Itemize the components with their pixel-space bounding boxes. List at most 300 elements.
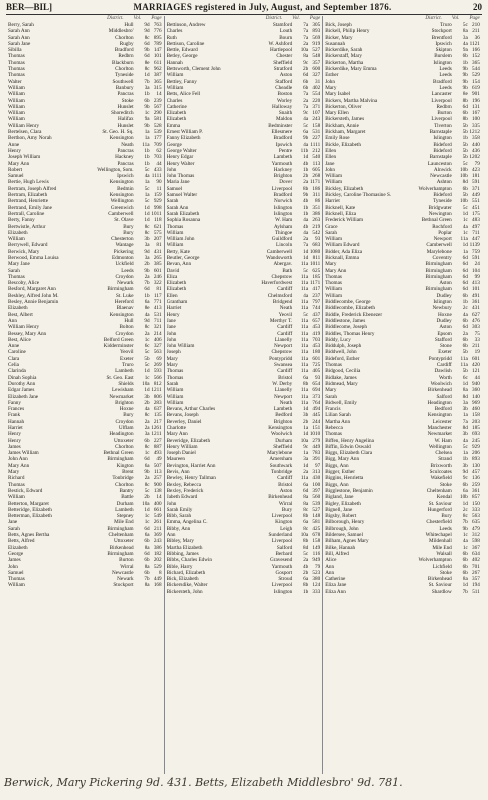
entry-volume: 2b	[144, 494, 150, 501]
entry-volume: 9b	[144, 469, 150, 476]
entry-name: Bideford, Esther	[325, 355, 360, 362]
entry-name: George Walter	[166, 147, 197, 154]
entry-name: Dinah Sophia	[8, 374, 37, 381]
entry-name: Catherine	[166, 103, 187, 110]
entry-page: 605	[312, 166, 321, 173]
entry-name: Anne	[8, 141, 20, 148]
entry-volume: 8b	[303, 380, 309, 387]
entry-district: Chesterton	[111, 236, 134, 243]
entry-volume: 2a	[144, 475, 150, 482]
entry-name: Berthon, Amy Norah	[8, 135, 52, 142]
entry-page: 36	[474, 34, 480, 41]
entry-page: 413	[472, 280, 480, 287]
entry-page: 261	[153, 519, 162, 526]
entry-district: Blackburn	[111, 59, 134, 66]
entry-volume: 9b	[462, 78, 468, 85]
entry-name: Catherine	[325, 576, 346, 583]
entry-name: John William	[166, 343, 195, 350]
entry-name: Bignell, Jane	[325, 506, 353, 513]
entry-district: Alnwick	[433, 166, 452, 173]
entry-page: 634	[472, 550, 480, 557]
entry-page: 244	[312, 418, 321, 425]
entry-volume: 11a	[300, 261, 309, 268]
entry-page: 220	[312, 97, 321, 104]
entry-page: 79	[315, 563, 321, 570]
entry-name: Bevis, Ann	[166, 469, 190, 476]
entry-district: Headington	[109, 431, 134, 438]
entry-district: Bideford	[433, 192, 452, 199]
entry-page: 243	[153, 538, 162, 545]
entry-district: Bath	[282, 267, 293, 274]
entry-volume: 3a	[144, 84, 150, 91]
entry-district: Croydon	[115, 330, 134, 337]
entry-name: Charlotte	[166, 425, 186, 431]
entry-page: 365	[472, 59, 480, 66]
entry-page: 385	[153, 261, 162, 268]
entry-district: Pancras	[117, 160, 134, 167]
entry-name: Biddle, Frederick Ebenezer	[325, 311, 383, 318]
entry-page: 857	[472, 494, 480, 501]
entry-name: Bevans, Joseph	[166, 412, 199, 419]
entry-volume: 2b	[303, 418, 309, 425]
entry-district: Bideford	[433, 147, 452, 154]
entry-page: 214	[153, 330, 162, 337]
entry-volume: 6b	[144, 538, 150, 545]
entry-district: Truro	[121, 362, 134, 369]
entry-name: Biddlecombe, Elizabeth	[325, 305, 376, 312]
entry-volume: 7a	[462, 418, 468, 425]
entry-district: Birkenhead	[268, 494, 293, 501]
entry-name: Sarah Ann	[8, 34, 30, 41]
entry-name: Thomas	[8, 481, 25, 488]
entry-district: Islington	[433, 135, 452, 142]
entry-district: Skipton	[435, 47, 452, 54]
entry-name: Besford, Margaret Ann	[8, 286, 56, 293]
entry-district: St. Olave	[114, 217, 134, 224]
entry-volume: 1b	[144, 160, 150, 167]
entry-name: Betteridge, Elizabeth	[8, 506, 52, 513]
entry-page: 357	[312, 59, 321, 66]
entry-page: 321	[153, 324, 162, 331]
entry-volume: 8a	[462, 576, 468, 583]
entry-district: Barnstaple	[429, 154, 452, 161]
entry-volume: 8c	[303, 506, 309, 513]
entry-page: 180	[312, 349, 321, 356]
entry-page: 581	[153, 116, 162, 123]
entry-name: William Henry	[8, 324, 40, 331]
entry-volume: 1a	[462, 450, 468, 457]
entry-page: 560	[312, 494, 321, 501]
entry-district: Newport	[274, 393, 293, 400]
entry-page: 548	[312, 53, 321, 60]
entry-volume: 6a	[303, 576, 309, 583]
entry-name: Berty, Fanny	[8, 217, 35, 224]
entry-volume: 6d	[462, 273, 468, 280]
entry-name: Emily Rose	[325, 135, 350, 142]
entry-page: 895	[153, 34, 162, 41]
entry-name: Bigsby, Robert	[325, 513, 357, 520]
entry-name: John Thomas	[166, 173, 195, 180]
entry-district: Liverpool	[271, 185, 293, 192]
entry-volume: 6d	[462, 267, 468, 274]
entry-district: Bantry	[119, 487, 134, 494]
entry-page: 357	[472, 576, 480, 583]
entry-page: 1171	[310, 280, 321, 287]
entry-volume: 3a	[462, 399, 468, 406]
entry-district: Middlesbro'	[108, 28, 134, 35]
entry-name: Hannah	[166, 59, 183, 66]
entry-district: Sunderland	[268, 532, 293, 539]
entry-name: William	[8, 494, 25, 501]
entry-district: Leeds	[121, 267, 134, 274]
entry-district: Strand	[438, 456, 452, 463]
entry-volume: 2a	[303, 179, 309, 186]
entry-name: Joseph	[166, 349, 181, 356]
entry-volume: 1d	[303, 254, 309, 261]
entry-page: 1011	[151, 210, 162, 217]
entry-district: Truro	[440, 22, 452, 28]
entry-page: 451	[472, 204, 480, 211]
entry-volume: 8b	[303, 185, 309, 192]
entry-volume: 8c	[144, 223, 150, 230]
entry-name: William	[8, 103, 25, 110]
entry-district: Shoreditch	[111, 110, 134, 117]
entry-name: Mary Ann	[166, 431, 188, 438]
entry-page: 402	[312, 84, 321, 91]
entry-volume: 5b	[462, 154, 468, 161]
entry-volume: 11a	[460, 355, 468, 362]
entry-volume: 3a	[303, 456, 309, 463]
entry-page: 929	[472, 443, 480, 450]
entry-district: Neath	[279, 305, 293, 312]
entry-name: Elizabeth	[8, 305, 28, 312]
entry-page: 621	[153, 223, 162, 230]
entry-volume: 4a	[462, 538, 468, 545]
entry-name: Henry William	[166, 443, 198, 450]
entry-page: 449	[312, 443, 321, 450]
entry-volume: 5b	[462, 368, 468, 375]
entry-name: Bickersteth, John	[166, 588, 203, 595]
entry-page: 152	[472, 53, 480, 60]
entry-district: Stroud	[278, 576, 293, 583]
entry-district: Battle	[121, 494, 134, 501]
entry-volume: 11a	[300, 387, 309, 394]
entry-district: Manchester	[427, 425, 452, 431]
entry-name: Bigland, Jane	[325, 494, 354, 501]
page-number: 20	[472, 2, 482, 12]
entry-page: 940	[472, 380, 480, 387]
entry-page: 202	[153, 557, 162, 564]
entry-volume: 2b	[144, 261, 150, 268]
entry-name: Bescoby, Alice	[8, 280, 40, 287]
page-heading: Page	[469, 16, 480, 21]
entry-name: George	[8, 550, 24, 557]
entry-name: Bidder, Ada Eliza	[325, 248, 363, 255]
entry-volume: 5c	[303, 550, 309, 557]
entry-name: Bill, Alfred	[325, 550, 349, 557]
entry-volume: 1d	[144, 368, 150, 375]
vol-heading: Vol.	[292, 16, 300, 21]
entry-name: Bettinson, Andrew	[166, 22, 206, 28]
entry-name: Bibbing, James	[166, 550, 199, 557]
entry-volume: 8b	[303, 538, 309, 545]
entry-district: Barnstaple	[429, 129, 452, 136]
entry-page: 619	[472, 84, 480, 91]
entry-page: 118	[154, 217, 162, 224]
entry-volume: 1b	[144, 91, 150, 98]
entry-volume: 6d	[462, 261, 468, 268]
entry-volume: 9d	[144, 317, 150, 324]
entry-district: Pancras	[117, 91, 134, 98]
entry-page: 637	[153, 406, 162, 413]
entry-volume: 1a	[303, 425, 309, 431]
entry-district: Salford	[276, 544, 293, 551]
entry-page: 812	[153, 380, 162, 387]
entry-volume: 2a	[303, 97, 309, 104]
entry-volume: 1b	[144, 147, 150, 154]
entry-name: Sophia Rosanna	[166, 217, 201, 224]
entry-name: Edgar James	[8, 387, 35, 394]
entry-page: 417	[312, 286, 321, 293]
entry-name: Jabeth Edward	[166, 494, 198, 501]
entry-page: 601	[472, 355, 480, 362]
entry-page: 315	[153, 84, 162, 91]
entry-name: Bestick, Edward	[8, 487, 43, 494]
entry-district: Aston	[279, 72, 293, 79]
entry-name: Elizabeth	[8, 229, 28, 236]
register-columns	[6, 16, 482, 774]
entry-district: Maldon	[276, 116, 293, 123]
entry-page: 181	[472, 173, 480, 180]
entry-volume: 3b	[462, 406, 468, 413]
entry-name: Bicknell, Eliza	[325, 210, 357, 217]
entry-district: Dudley	[436, 317, 452, 324]
entry-page: 168	[153, 582, 162, 589]
entry-page: 335	[472, 122, 480, 129]
entry-district: Launceston	[427, 160, 452, 167]
entry-page: 1211	[151, 431, 162, 438]
entry-district: Cardiff	[277, 286, 293, 293]
entry-page: 494	[312, 406, 321, 413]
entry-name: Beshley, Alfred John M.	[8, 292, 59, 299]
entry-page: 449	[153, 576, 162, 583]
entry-district: Bristol	[278, 374, 293, 381]
entry-district: Dudley	[436, 292, 452, 299]
entry-volume: 11a	[142, 141, 150, 148]
entry-volume: 1a	[462, 412, 468, 419]
entry-page: 131	[472, 103, 480, 110]
entry-page: 90	[156, 179, 162, 186]
entry-district: Leigh	[280, 525, 293, 532]
entry-district: Hull	[124, 22, 134, 28]
entry-page: 159	[153, 192, 162, 199]
entry-page: 601	[312, 355, 321, 362]
entry-page: 419	[312, 330, 321, 337]
entry-name: Betty, Kate	[166, 248, 190, 255]
entry-page: 527	[312, 47, 321, 54]
entry-name: Bessey, Mary Ann	[8, 330, 47, 337]
entry-district: Cheltenham	[426, 487, 452, 494]
entry-page: 1111	[310, 141, 321, 148]
entry-volume: 6b	[144, 557, 150, 564]
entry-page: 311	[312, 192, 321, 199]
entry-page: 725	[312, 362, 321, 369]
entry-page: 479	[472, 525, 480, 532]
entry-volume: 8c	[462, 513, 468, 520]
entry-volume: 6d	[144, 286, 150, 293]
entry-district: Llanelly	[274, 387, 293, 394]
entry-name: William	[166, 399, 184, 406]
entry-district: Aylsham	[273, 223, 293, 230]
register-entry	[325, 589, 480, 595]
entry-name: Betley, George	[166, 53, 198, 60]
entry-district: St. Geo. H. Sq.	[102, 129, 134, 136]
entry-name: Emma	[166, 122, 181, 129]
entry-district: W. Ham	[275, 217, 293, 224]
entry-volume: 4b	[303, 160, 309, 167]
entry-page: 322	[153, 280, 162, 287]
entry-name: Eliza Jane	[325, 582, 347, 589]
entry-volume: 1c	[144, 374, 150, 381]
entry-volume: 1c	[462, 532, 468, 539]
entry-name: Biffen, Henry Angelina	[325, 437, 374, 444]
entry-page: 402	[472, 557, 480, 564]
entry-name: John	[166, 500, 177, 507]
entry-district: Birmingham	[425, 273, 452, 280]
entry-name: Bichard, Elizabeth	[166, 569, 206, 576]
entry-name: John	[8, 563, 18, 570]
entry-district: Leeds	[439, 72, 452, 79]
entry-volume: 9b	[462, 66, 468, 73]
entry-name: Jane	[166, 317, 176, 324]
entry-volume: 5c	[144, 349, 150, 356]
entry-page: 549	[153, 513, 162, 520]
entry-district: Ellesmere	[271, 129, 293, 136]
entry-page: 1212	[469, 129, 480, 136]
entry-name: William	[8, 97, 25, 104]
entry-page: 99	[474, 273, 480, 280]
entry-page: 263	[312, 217, 321, 224]
entry-name: Samuel Walter	[166, 192, 198, 199]
entry-page: 445	[312, 412, 321, 419]
entry-name: Bickle, Elizabeth	[325, 141, 361, 148]
entry-name: Bevan, Ann	[166, 261, 192, 268]
entry-page: 93	[315, 374, 321, 381]
entry-page: 97	[315, 462, 321, 469]
entry-page: 449	[472, 192, 480, 199]
entry-name: Biddy, Lucy	[325, 336, 351, 343]
entry-district: Dover	[279, 179, 293, 186]
entry-district: Shields	[118, 380, 134, 387]
entry-district: Yarmouth	[271, 563, 293, 570]
entry-district: Lichfield	[432, 563, 452, 570]
entry-name: Bickerton, Martha	[325, 59, 364, 66]
entry-volume: 5b	[462, 141, 468, 148]
entry-district: Halifax	[118, 116, 134, 123]
entry-page: 539	[153, 129, 162, 136]
entry-name: Thomas	[325, 362, 342, 369]
entry-volume: 11a	[300, 355, 309, 362]
entry-volume: 11a	[300, 299, 309, 306]
entry-page: 497	[472, 223, 480, 230]
entry-page: 593	[153, 368, 162, 375]
entry-page: 447	[472, 236, 480, 243]
entry-district: Kensington	[109, 311, 134, 318]
entry-volume: 3a	[144, 254, 150, 261]
entry-district: Brentford	[431, 34, 452, 41]
entry-district: Chelsea	[435, 450, 452, 457]
entry-district: Worth	[438, 374, 452, 381]
entry-page: 391	[312, 456, 321, 463]
entry-page: 430	[312, 475, 321, 482]
entry-volume: 7b	[462, 588, 468, 595]
entry-volume: 7a	[303, 22, 309, 28]
entry-page: 969	[472, 399, 480, 406]
entry-volume: 9d	[462, 469, 468, 476]
entry-page: 1261	[151, 425, 162, 431]
entry-name: William	[8, 236, 25, 243]
entry-name: Bertrall, Caroline	[8, 210, 45, 217]
entry-district: Stratford	[273, 66, 293, 73]
entry-volume: 1b	[144, 154, 150, 161]
entry-name: Sarah Ann	[166, 204, 189, 211]
entry-volume: 6b	[303, 84, 309, 91]
entry-volume: 1d	[144, 204, 150, 211]
entry-name: Clarinda	[8, 368, 26, 375]
entry-district: Newmarket	[427, 431, 452, 438]
entry-volume: 1d	[462, 210, 468, 217]
entry-volume: 3a	[144, 431, 150, 438]
entry-name: Berrywell, Edward	[8, 242, 48, 249]
entry-page: 611	[154, 59, 162, 66]
entry-page: 358	[472, 135, 480, 142]
entry-name: William	[325, 292, 342, 299]
entry-district: Lincoln	[276, 242, 293, 249]
vol-heading: Vol.	[133, 16, 142, 21]
entry-volume: 10a	[142, 500, 150, 507]
entry-district: Tonbridge	[112, 475, 134, 482]
entry-volume: 8c	[144, 34, 150, 41]
entry-page: 420	[472, 362, 480, 369]
entry-district: Poplar	[438, 229, 452, 236]
entry-volume: 1d	[462, 380, 468, 387]
surname-range: BER—BIL]	[6, 2, 53, 12]
entry-page: 81	[156, 242, 162, 249]
entry-volume: 5c	[144, 362, 150, 369]
entry-name: Ann	[325, 563, 335, 570]
entry-name: Harriet	[325, 198, 340, 205]
entry-district: Dawlish	[434, 368, 452, 375]
entry-volume: 1b	[303, 166, 309, 173]
entry-volume: 7a	[303, 103, 309, 110]
entry-volume: 8b	[303, 513, 309, 520]
entry-page: 140	[472, 393, 480, 400]
entry-district: Hunslet	[117, 103, 134, 110]
entry-name: Bickersteth, James	[325, 116, 365, 123]
entry-volume: 7a	[303, 91, 309, 98]
entry-volume: 9b	[144, 267, 150, 274]
entry-volume: 5b	[462, 122, 468, 129]
entry-name: Betterton, Margaret	[8, 500, 49, 507]
entry-page: 227	[153, 437, 162, 444]
entry-name: Best, Albert	[8, 311, 33, 318]
entry-page: 360	[472, 387, 480, 394]
entry-volume: 8a	[144, 563, 150, 570]
entry-name: Bigger, Esther	[325, 469, 355, 476]
entry-district: W. Ham	[434, 437, 452, 444]
entry-page: 327	[153, 343, 162, 350]
entry-name: Sarah Ann	[8, 28, 30, 35]
